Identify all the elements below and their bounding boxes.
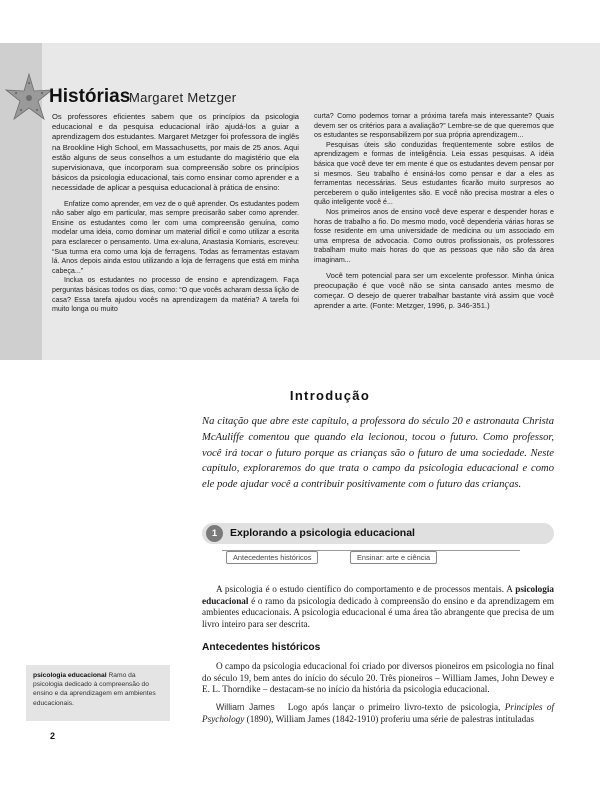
subtopic-label: Ensinar: arte e ciência (350, 551, 437, 564)
section-number-badge: 1 (206, 525, 223, 542)
key-term: psicologia educacional (202, 584, 554, 606)
story-paragraph: Você tem potencial para ser um excelente professor. Minha única preocupação é que você não se sinta cansado antes mesmo de começar. O desejo de querer trabalhar bastante virá assim que você aprender a arte. (Fonte: Metzger, 1996, p. 346-351.) (314, 270, 554, 311)
stories-author: Margaret Metzger (129, 90, 237, 105)
glossary-term: psicologia educacional (33, 672, 107, 679)
story-quote-paragraph: Pesquisas úteis são conduzidas freqüentemente sobre estilos de aprendizagem e formas de inteligência. Leia essas pesquisas. A idéia básica que você deve ter em mente é que os estudantes devem pensar por si mesmos. Seu trabalho é ensiná-los como pensar e dar a eles as ferramentas necessárias. Seus estudantes ficarão muito surpresos ao perceberem o quão inteligentes são. E você não precisa mostrar a eles o quão inteligente você é... (314, 140, 554, 207)
body-paragraph: O campo da psicologia educacional foi criado por diversos pioneiros em psicologia no final do século 19, bem antes do início do século 20. Três pioneiros – William James, John Dewey e E. L. Thorndike – destacam-se no início da história da psicologia educacional. (202, 661, 554, 695)
story-paragraph: Os professores eficientes sabem que os princípios da psicologia educacional e da pesquisa educacional irão ajudá-los a guiar a aprendizagem dos estudantes. Margaret Metzger foi professora de inglês na Brookline High School, em Massachusetts, por mais de 25 anos. Aqui estão alguns de seus conselhos a um estudante do magistério que ela supervisionava, que incorporam sua compreensão sobre os princípios básicos da psicologia educacional, tais como ensinar como aprender e a necessidade de aplicar a pesquisa educacional à prática de ensino: (52, 112, 299, 193)
page-number: 2 (50, 731, 56, 741)
story-quote-paragraph: Enfatize como aprender, em vez de o quê aprender. Os estudantes podem não saber algo em particular, mas sempre precisarão saber como aprender. Ensine os estudantes como ler com uma compreensão genuína, como modelar uma ideia, como dominar um material difícil e como utilizar a escrita para esclarecer o pensamento. Uma ex-aluna, Anastasia Korniaris, escreveu: “Sua turma era como uma loja de ferragens. Todas as ferramentas estavam lá. Anos depois ainda estou utilizando a loja de ferragens que está em minha cabeça...” (52, 199, 299, 275)
story-quote-paragraph: curta? Como podemos tornar a próxima tarefa mais interessante? Quais devem ser os critérios para a avaliação?” Lembre-se de que queremos que os estudantes se responsabilizem por sua própria aprendizagem... (314, 112, 554, 140)
run-in-heading: William James (216, 702, 275, 712)
body-paragraph: William James Logo após lançar o primeiro livro-texto de psicologia, Principles of Psychology (1890), William James (1842-1910) proferiu uma série de palestras intituladas (202, 702, 555, 724)
body-paragraph: A psicologia é o estudo científico do comportamento e de processos mentais. A psicologia educacional é o ramo da psicologia dedicado à compreensão do ensino e da aprendizagem em ambientes educacionais. A psicologia educacional é uma área tão abrangente que precisa de um livro inteiro para ser descrita. (202, 584, 554, 629)
intro-heading: Introdução (289, 388, 371, 403)
glossary-definition: Ramo da psicologia dedicado à compreensão do ensino e da aprendizagem em ambientes educacionais. (33, 672, 156, 707)
stories-title: Histórias (49, 86, 131, 107)
story-quote-paragraph: Nos primeiros anos de ensino você deve esperar e despender horas e horas de trabalho a fio. Do mesmo modo, você dependeria várias horas se fosse residente em uma universidade de medicina ou um associado em uma empresa de advocacia. Como outros profissionais, os professores trabalham muito mais horas do que as pessoas que não são da área imaginam... (314, 207, 554, 264)
subheading: Antecedentes históricos (202, 642, 321, 653)
story-column-right (314, 112, 554, 311)
intro-text: Na citação que abre este capítulo, a professora do século 20 e astronauta Christa McAuliffe comentou que quando ela lecionou, tocou o futuro. Como professor, você irá tocar o futuro porque as crianças são o futuro de uma sociedade. Neste capítulo, exploraremos do que trata o campo da psicologia educacional e como ele pode ajudar você a contribuir positivamente com o futuro das crianças. (202, 416, 554, 491)
starfish-icon (2, 70, 56, 124)
story-column-left (52, 112, 299, 315)
section-title: Explorando a psicologia educacional (230, 527, 415, 539)
subtopic-label: Antecedentes históricos (226, 551, 318, 564)
book-title: Principles of Psychology (202, 702, 555, 724)
glossary-entry (33, 671, 165, 708)
story-quote-paragraph: Inclua os estudantes no processo de ensino e aprendizagem. Faça perguntas básicas todos os dias, como: “O que vocês acharam dessa lição de casa? Essa tarefa ajudou vocês na aprendizagem da matéria? A tarefa foi muito longa ou muito (52, 276, 299, 314)
